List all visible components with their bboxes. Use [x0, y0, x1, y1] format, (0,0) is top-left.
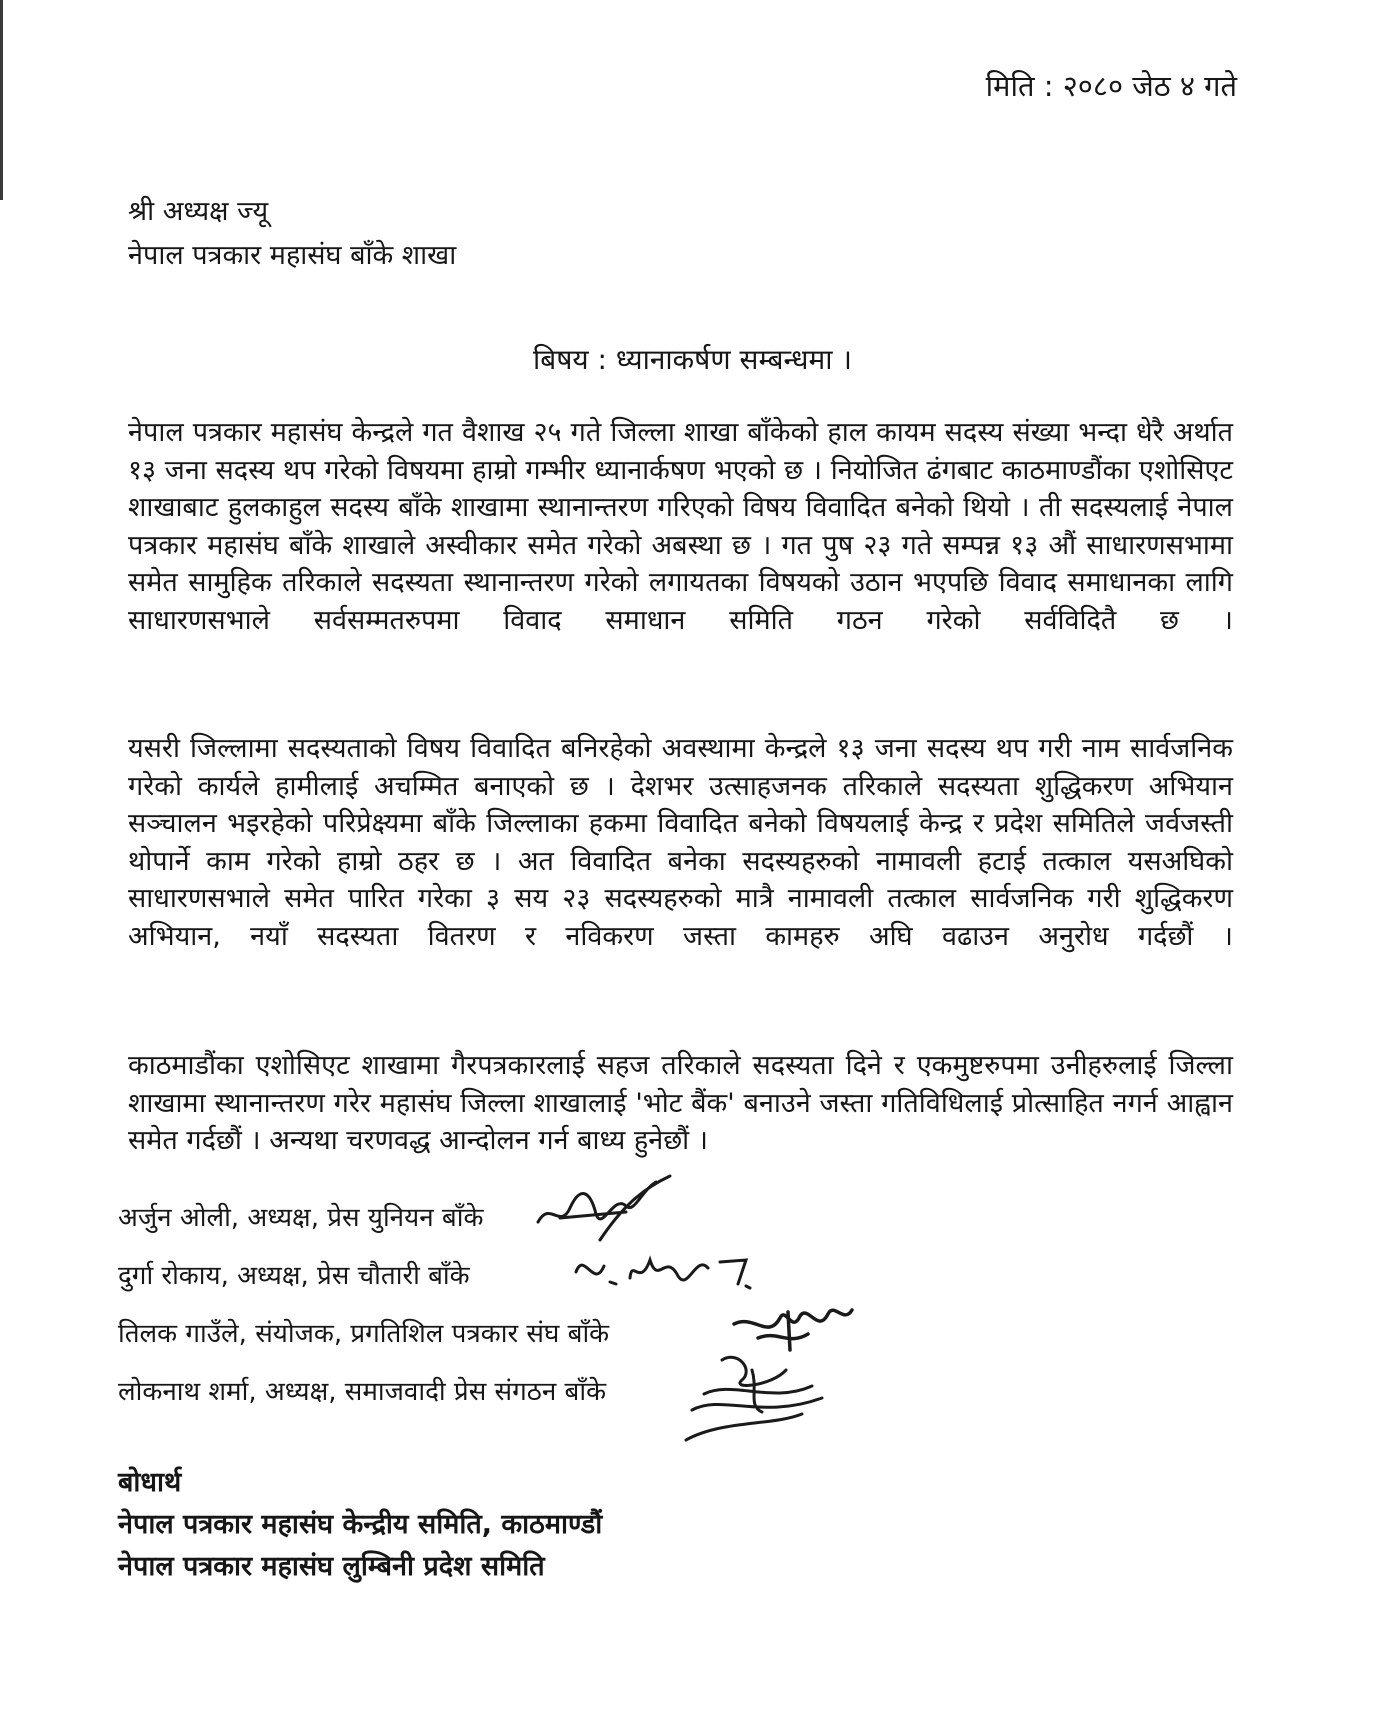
addressee-block — [128, 190, 456, 278]
signatory-name: लोकनाथ शर्मा, अध्यक्ष, समाजवादी प्रेस संगठन बाँके — [118, 1377, 607, 1407]
letter-date: मिति : २०८० जेठ ४ गते — [985, 69, 1237, 103]
handwritten-signature-icon — [570, 1242, 770, 1302]
signatory-line — [118, 1314, 609, 1372]
signatory-name: अर्जुन ओली, अध्यक्ष, प्रेस युनियन बाँके — [118, 1203, 484, 1233]
signatory-line — [118, 1198, 609, 1256]
addressee-organization: नेपाल पत्रकार महासंघ बाँके शाखा — [128, 240, 457, 271]
signatory-line — [118, 1372, 609, 1430]
body-paragraph — [128, 1047, 1233, 1160]
signatory-line — [118, 1256, 609, 1314]
cc-item: नेपाल पत्रकार महासंघ लुम्बिनी प्रदेश समिति — [118, 1551, 545, 1582]
cc-item: नेपाल पत्रकार महासंघ केन्द्रीय समिति, काठमाण्डौं — [118, 1509, 603, 1540]
paragraph-text: यसरी जिल्लामा सदस्यताको विषय विवादित बनिरहेको अवस्थामा केन्द्रले १३ जना सदस्य थप गरी नाम सार्वजनिक गरेको कार्यले हामीलाई अचम्मित बनाएको छ । देशभर उत्साहजनक तरिकाले सदस्यता शुद्धिकरण अभियान सञ्चालन भइरहेको परिप्रेक्ष्यमा बाँके जिल्लाका हकमा विवादित बनेको विषयलाई केन्द्र र प्रदेश समितिले जर्वजस्ती थोपार्ने काम गरेको हाम्रो ठहर छ । अत विवादित बनेका सदस्यहरुको नामावली हटाई तत्काल यसअघिको साधारणसभाले समेत पारित गरेका ३ सय २३ सदस्यहरुको मात्रै नामावली तत्काल सार्वजनिक गरी शुद्धिकरण अभियान, नयाँ सदस्यता वितरण र नविकरण जस्ता कामहरु अघि वढाउन अनुरोध गर्दछौं । — [128, 733, 1233, 952]
signatory-name: तिलक गाउँले, संयोजक, प्रगतिशिल पत्रकार संघ बाँके — [118, 1319, 610, 1349]
handwritten-signature-icon — [682, 1350, 832, 1446]
paragraph-text: नेपाल पत्रकार महासंघ केन्द्रले गत वैशाख २५ गते जिल्ला शाखा बाँकेको हाल कायम सदस्य संख्या भन्दा धेरै अर्थात १३ जना सदस्य थप गरेको विषयमा हाम्रो गम्भीर ध्यानार्कषण भएको छ । नियोजित ढंगबाट काठमाण्डौंका एशोसिएट शाखाबाट हुलकाहुल सदस्य बाँके शाखामा स्थानान्तरण गरिएको विषय विवादित बनेको थियो । ती सदस्यलाई नेपाल पत्रकार महासंघ बाँके शाखाले अस्वीकार समेत गरेको अबस्था छ । गत पुष २३ गते सम्पन्न १३ औं साधारणसभामा समेत सामुहिक तरिकाले सदस्यता स्थानान्तरण गरेको लगायतका विषयको उठान भएपछि विवाद समाधानका लागि साधारणसभाले सर्वसम्मतरुपमा विवाद समाधान समिति गठन गरेको सर्वविदितै छ । — [128, 417, 1233, 636]
body-paragraph — [128, 730, 1233, 955]
signatories-block — [118, 1198, 609, 1430]
handwritten-signature-icon — [728, 1294, 858, 1358]
cc-block — [118, 1462, 602, 1588]
cc-heading: बोधार्थ — [118, 1467, 182, 1498]
signatory-name: दुर्गा रोकाय, अध्यक्ष, प्रेस चौतारी बाँके — [118, 1261, 470, 1291]
handwritten-signature-icon — [530, 1170, 680, 1245]
paragraph-text: काठमाडौंका एशोसिएट शाखामा गैरपत्रकारलाई सहज तरिकाले सदस्यता दिने र एकमुष्टरुपमा उनीहरुलाई जिल्ला शाखामा स्थानान्तरण गरेर महासंघ जिल्ला शाखालाई 'भोट बैंक' बनाउने जस्ता गतिविधिलाई प्रोत्साहित नगर्न आह्वान समेत गर्दछौं । अन्यथा चरणवद्ध आन्दोलन गर्न बाध्य हुनेछौं । — [128, 1050, 1233, 1156]
body-paragraph — [128, 414, 1233, 639]
scan-edge-line — [0, 0, 3, 200]
letter-subject: बिषय : ध्यानाकर्षण सम्बन्धमा । — [532, 343, 853, 376]
addressee-title: श्री अध्यक्ष ज्यू — [128, 196, 269, 227]
